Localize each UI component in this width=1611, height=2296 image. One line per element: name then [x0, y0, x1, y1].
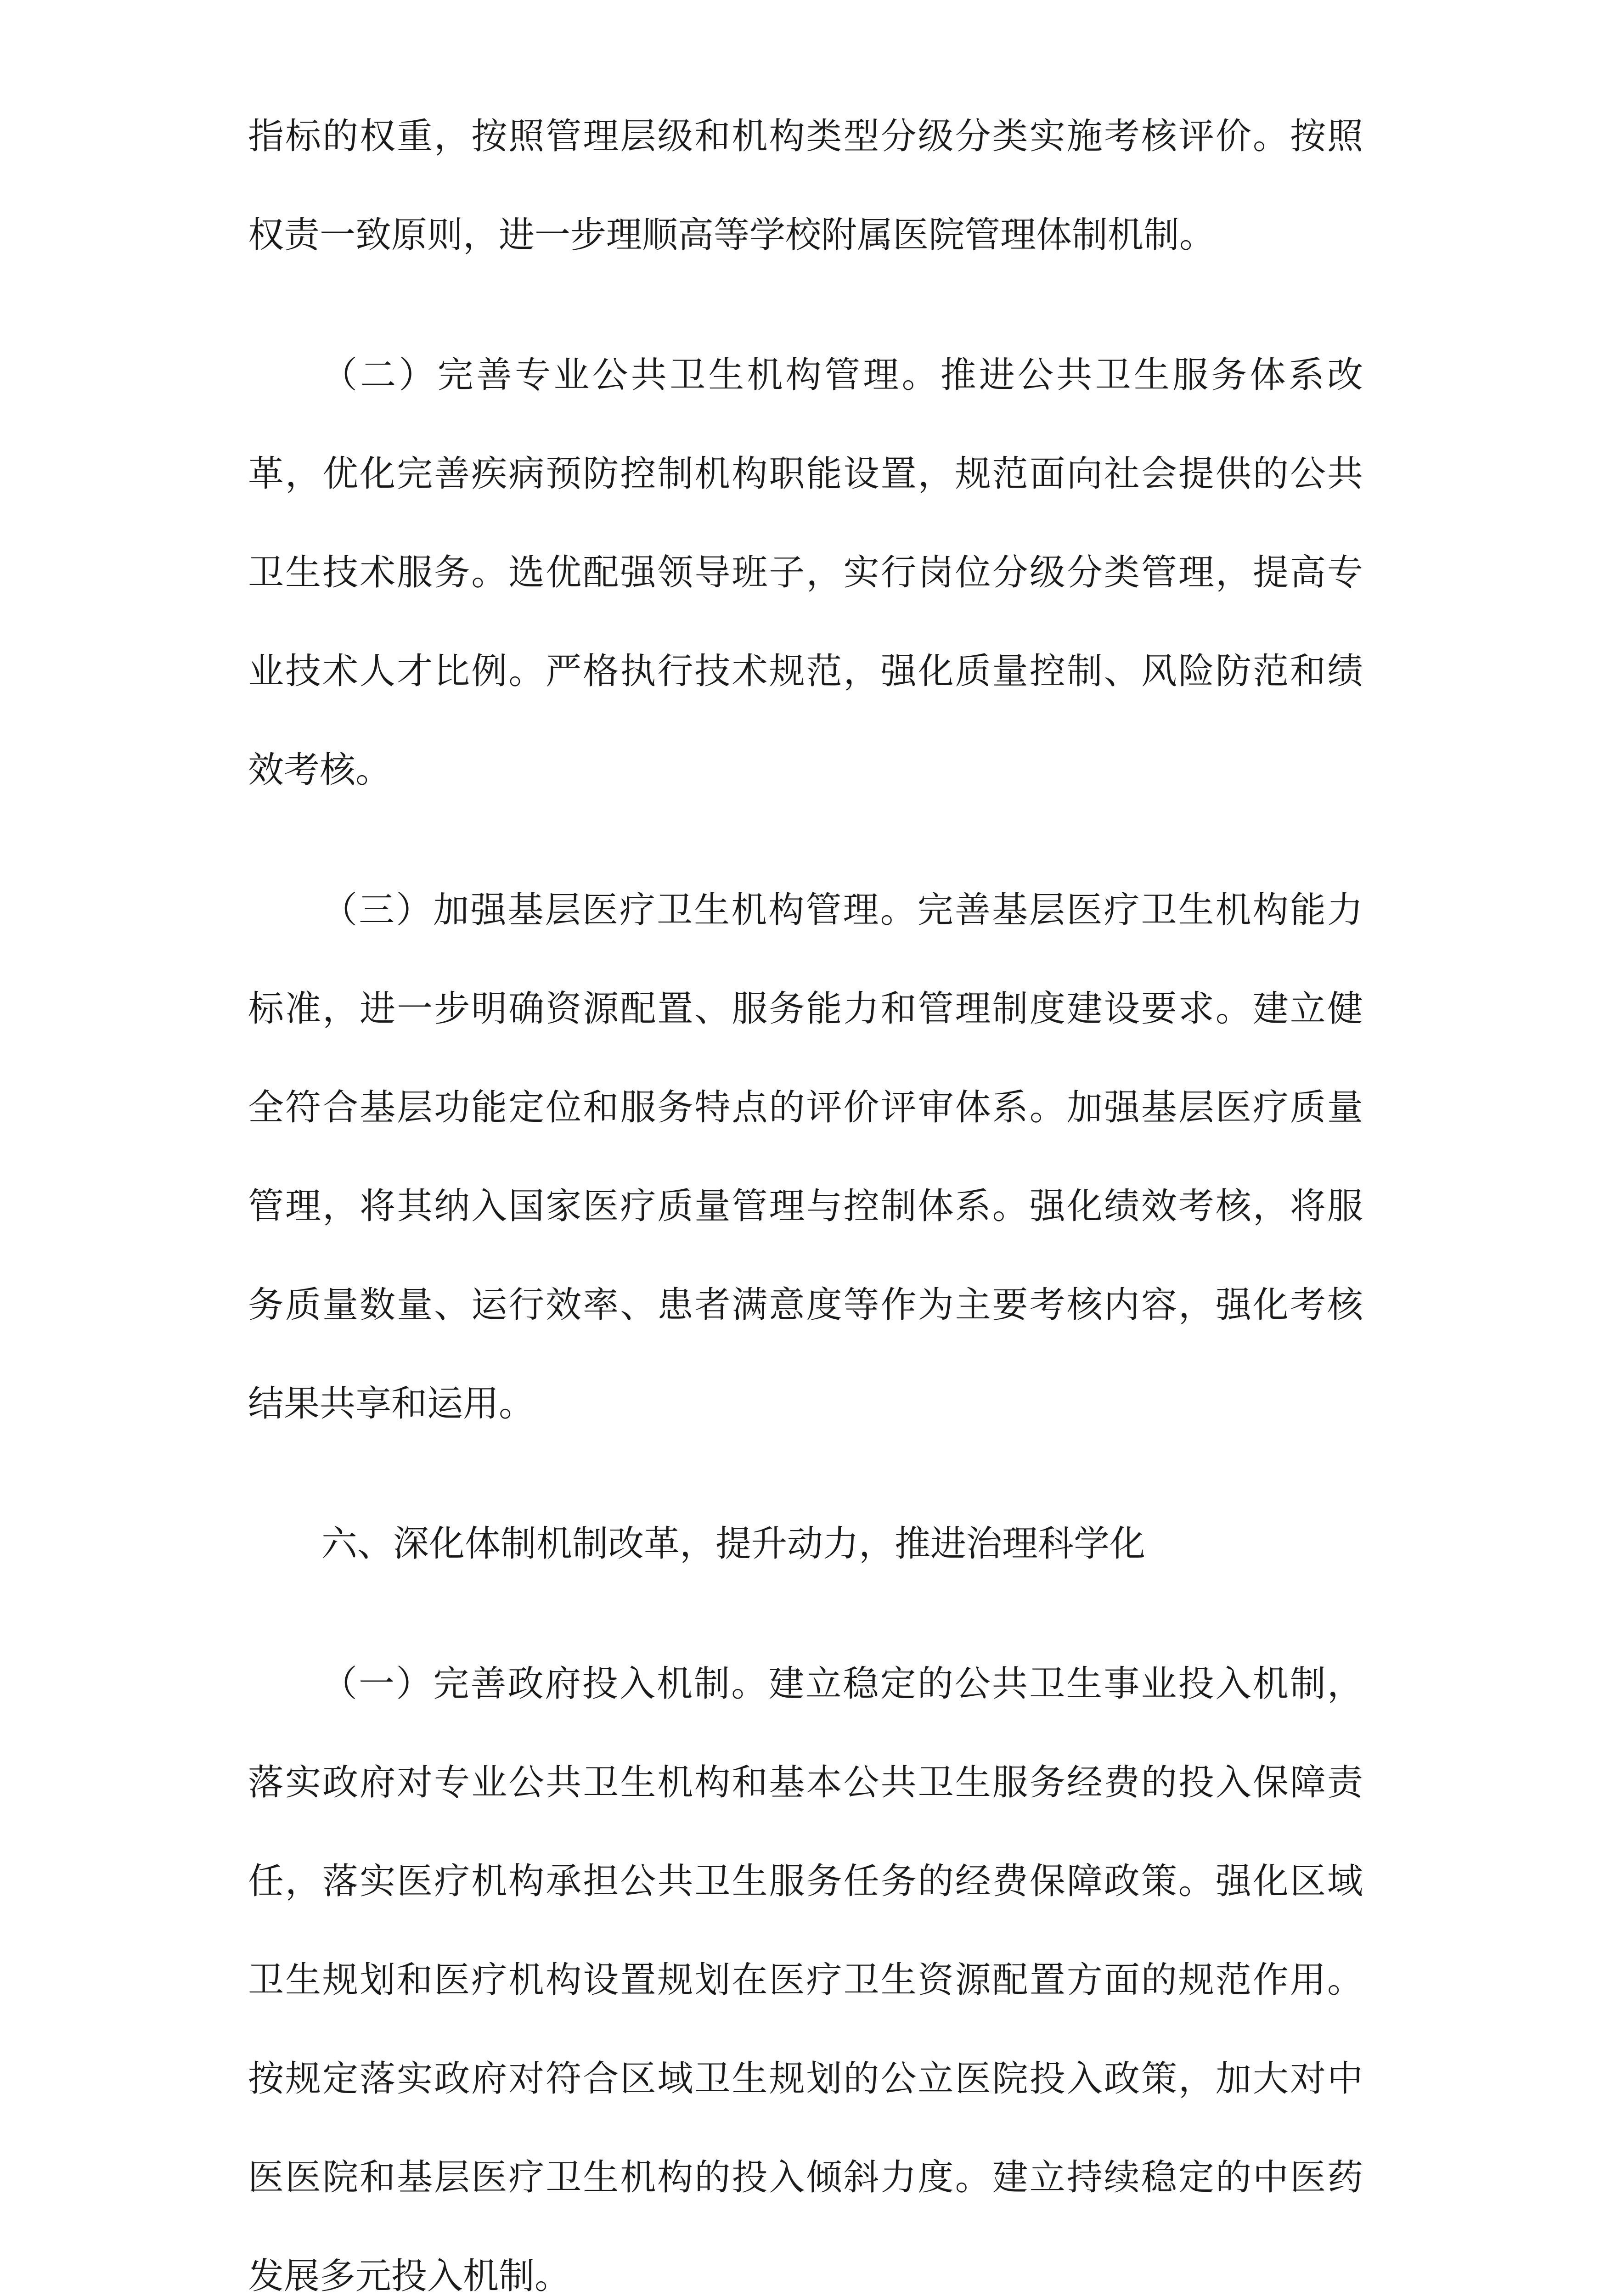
text-line: 卫生技术服务。选优配强领导班子，实行岗位分级分类管理，提高专 [248, 552, 1363, 593]
text-line: 业技术人才比例。严格执行技术规范，强化质量控制、风险防范和绩 [248, 651, 1363, 692]
text-line: 革，优化完善疾病预防控制机构职能设置，规范面向社会提供的公共 [248, 453, 1363, 495]
paragraph-gap [248, 1593, 1363, 1635]
text-line: 任，落实医疗机构承担公共卫生服务任务的经费保障政策。强化区域 [248, 1861, 1363, 1902]
section-heading [248, 1495, 1363, 1593]
paragraph-gap [248, 820, 1363, 861]
paragraph-gap [248, 1453, 1363, 1495]
text-line: 卫生规划和医疗机构设置规划在医疗卫生资源配置方面的规范作用。 [248, 1959, 1363, 2001]
text-line: （一）完善政府投入机制。建立稳定的公共卫生事业投入机制， [321, 1663, 1363, 1705]
paragraph [248, 861, 1363, 1453]
text-line: 结果共享和运用。 [248, 1383, 535, 1424]
text-line: 权责一致原则，进一步理顺高等学校附属医院管理体制机制。 [248, 214, 1216, 256]
text-line: 指标的权重，按照管理层级和机构类型分级分类实施考核评价。按照 [248, 116, 1363, 157]
text-line: 落实政府对专业公共卫生机构和基本公共卫生服务经费的投入保障责 [248, 1762, 1363, 1803]
heading-line: 六、深化体制机制改革，提升动力，推进治理科学化 [321, 1523, 1146, 1564]
text-line: （三）加强基层医疗卫生机构管理。完善基层医疗卫生机构能力 [321, 889, 1363, 931]
text-line: 按规定落实政府对符合区域卫生规划的公立医院投入政策，加大对中 [248, 2058, 1363, 2099]
text-line: 效考核。 [248, 749, 392, 791]
text-line: 医医院和基层医疗卫生机构的投入倾斜力度。建立持续稳定的中医药 [248, 2157, 1363, 2198]
paragraph-gap [248, 285, 1363, 326]
paragraph [248, 87, 1363, 285]
text-line: （二）完善专业公共卫生机构管理。推进公共卫生服务体系改 [321, 355, 1363, 396]
paragraph [248, 326, 1363, 820]
text-line: 标准，进一步明确资源配置、服务能力和管理制度建设要求。建立健 [248, 988, 1363, 1030]
text-line: 务质量数量、运行效率、患者满意度等作为主要考核内容，强化考核 [248, 1284, 1363, 1326]
text-line: 发展多元投入机制。 [248, 2256, 571, 2296]
text-line: 全符合基层功能定位和服务特点的评价评审体系。加强基层医疗质量 [248, 1087, 1363, 1128]
text-line: 管理，将其纳入国家医疗质量管理与控制体系。强化绩效考核，将服 [248, 1186, 1363, 1227]
paragraph [248, 1635, 1363, 2296]
